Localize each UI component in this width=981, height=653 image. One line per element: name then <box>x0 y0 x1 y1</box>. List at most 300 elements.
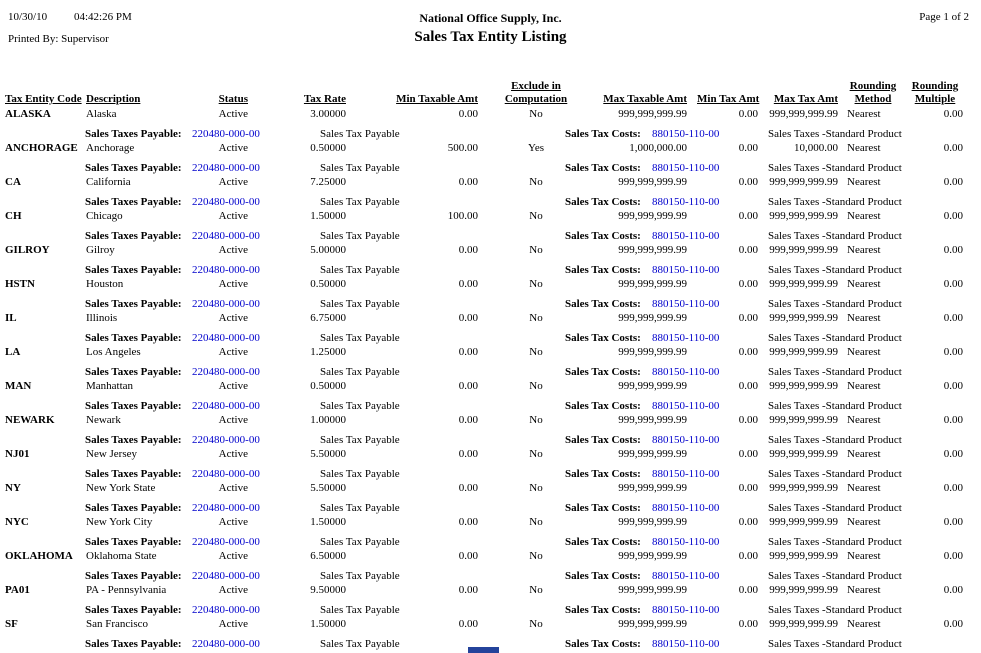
rounding-method: Nearest <box>847 142 881 154</box>
bottom-scrollbar-thumb[interactable] <box>468 647 499 653</box>
entity-code: NY <box>5 482 21 494</box>
sales-taxes-payable-label: Sales Taxes Payable: <box>85 366 182 378</box>
sales-taxes-payable-label: Sales Taxes Payable: <box>85 604 182 616</box>
entity-description: Gilroy <box>86 244 115 256</box>
min-taxable-amt: 0.00 <box>458 346 478 358</box>
entity-code: LA <box>5 346 21 358</box>
tax-entity-block <box>0 277 981 311</box>
entity-status: Active <box>218 618 248 630</box>
entity-description: Illinois <box>86 312 118 324</box>
rounding-method: Nearest <box>847 244 881 256</box>
rounding-method: Nearest <box>847 414 881 426</box>
max-tax-amt: 999,999,999.99 <box>769 108 838 120</box>
min-taxable-amt: 0.00 <box>458 380 478 392</box>
entity-description: Oklahoma State <box>86 550 157 562</box>
payable-account-description: Sales Tax Payable <box>320 196 400 208</box>
tax-rate: 1.50000 <box>310 618 346 630</box>
max-taxable-amt: 999,999,999.99 <box>618 482 687 494</box>
costs-account-link[interactable]: 880150-110-00 <box>652 468 720 480</box>
col-header-exclude-line2: Computation <box>504 93 568 105</box>
min-tax-amt: 0.00 <box>738 550 758 562</box>
entity-description: New York City <box>86 516 153 528</box>
entity-status: Active <box>218 108 248 120</box>
min-tax-amt: 0.00 <box>738 142 758 154</box>
entity-description: Newark <box>86 414 121 426</box>
col-header-description: Description <box>86 93 141 105</box>
payable-account-description: Sales Tax Payable <box>320 332 400 344</box>
min-tax-amt: 0.00 <box>738 380 758 392</box>
max-taxable-amt: 999,999,999.99 <box>618 346 687 358</box>
min-taxable-amt: 0.00 <box>458 108 478 120</box>
entity-code: SF <box>5 618 18 630</box>
exclude-in-computation: No <box>529 618 543 630</box>
tax-entity-block <box>0 379 981 413</box>
rounding-method: Nearest <box>847 346 881 358</box>
sales-taxes-payable-label: Sales Taxes Payable: <box>85 570 182 582</box>
entity-status: Active <box>218 414 248 426</box>
rounding-multiple: 0.00 <box>943 414 963 426</box>
sales-taxes-payable-label: Sales Taxes Payable: <box>85 298 182 310</box>
max-tax-amt: 999,999,999.99 <box>769 380 838 392</box>
max-taxable-amt: 999,999,999.99 <box>618 244 687 256</box>
min-tax-amt: 0.00 <box>738 584 758 596</box>
payable-account-link[interactable]: 220480-000-00 <box>192 196 260 208</box>
entity-description: New Jersey <box>86 448 138 460</box>
col-header-max-taxable-amt: Max Taxable Amt <box>603 93 687 105</box>
col-header-exclude-in-computation <box>492 80 580 106</box>
payable-account-link[interactable]: 220480-000-00 <box>192 332 260 344</box>
exclude-in-computation: No <box>529 176 543 188</box>
payable-account-description: Sales Tax Payable <box>320 230 400 242</box>
col-header-tax-entity-code: Tax Entity Code <box>5 93 82 105</box>
max-tax-amt: 999,999,999.99 <box>769 244 838 256</box>
min-taxable-amt: 0.00 <box>458 278 478 290</box>
col-header-rounding-multiple <box>905 80 965 106</box>
sales-tax-costs-label: Sales Tax Costs: <box>565 638 641 650</box>
min-taxable-amt: 0.00 <box>458 550 478 562</box>
entity-code: PA01 <box>5 584 30 596</box>
rounding-method: Nearest <box>847 516 881 528</box>
payable-account-description: Sales Tax Payable <box>320 298 400 310</box>
max-taxable-amt: 999,999,999.99 <box>618 448 687 460</box>
min-taxable-amt: 0.00 <box>458 516 478 528</box>
entity-description: Los Angeles <box>86 346 141 358</box>
rounding-multiple: 0.00 <box>943 448 963 460</box>
payable-account-link[interactable]: 220480-000-00 <box>192 366 260 378</box>
entity-code: NEWARK <box>5 414 55 426</box>
max-taxable-amt: 999,999,999.99 <box>618 176 687 188</box>
costs-account-link[interactable]: 880150-110-00 <box>652 434 720 446</box>
sales-tax-costs-label: Sales Tax Costs: <box>565 230 641 242</box>
tax-rate: 0.50000 <box>310 142 346 154</box>
costs-account-description: Sales Taxes -Standard Product <box>768 162 902 174</box>
sales-tax-costs-label: Sales Tax Costs: <box>565 366 641 378</box>
col-header-min-taxable-amt: Min Taxable Amt <box>396 93 478 105</box>
min-taxable-amt: 0.00 <box>458 618 478 630</box>
entity-status: Active <box>218 516 248 528</box>
rounding-method: Nearest <box>847 312 881 324</box>
tax-rate: 1.50000 <box>310 210 346 222</box>
tax-rate: 5.50000 <box>310 448 346 460</box>
costs-account-description: Sales Taxes -Standard Product <box>768 196 902 208</box>
min-taxable-amt: 0.00 <box>458 312 478 324</box>
costs-account-description: Sales Taxes -Standard Product <box>768 468 902 480</box>
entity-status: Active <box>218 312 248 324</box>
exclude-in-computation: Yes <box>527 142 544 154</box>
tax-entity-block <box>0 141 981 175</box>
col-header-rounding-method-line2: Method <box>854 93 892 105</box>
max-taxable-amt: 1,000,000.00 <box>629 142 687 154</box>
entity-code: GILROY <box>5 244 50 256</box>
sales-tax-costs-label: Sales Tax Costs: <box>565 604 641 616</box>
col-header-max-tax-amt: Max Tax Amt <box>773 93 838 105</box>
exclude-in-computation: No <box>529 210 543 222</box>
rounding-multiple: 0.00 <box>943 618 963 630</box>
payable-account-description: Sales Tax Payable <box>320 366 400 378</box>
entity-description: Houston <box>86 278 124 290</box>
min-tax-amt: 0.00 <box>738 482 758 494</box>
costs-account-link[interactable]: 880150-110-00 <box>652 366 720 378</box>
min-tax-amt: 0.00 <box>738 176 758 188</box>
rounding-multiple: 0.00 <box>943 584 963 596</box>
max-tax-amt: 10,000.00 <box>794 142 838 154</box>
entity-code: NYC <box>5 516 29 528</box>
entity-description: PA - Pennsylvania <box>86 584 167 596</box>
entity-code: MAN <box>5 380 32 392</box>
rounding-multiple: 0.00 <box>943 108 963 120</box>
col-header-exclude-line1: Exclude in <box>511 80 561 92</box>
sales-taxes-payable-label: Sales Taxes Payable: <box>85 638 182 650</box>
entity-code: CH <box>5 210 22 222</box>
rounding-method: Nearest <box>847 584 881 596</box>
max-tax-amt: 999,999,999.99 <box>769 618 838 630</box>
col-header-rounding-method-line1: Rounding <box>849 80 897 92</box>
printed-by: Printed By: Supervisor <box>8 33 109 45</box>
payable-account-description: Sales Tax Payable <box>320 570 400 582</box>
max-tax-amt: 999,999,999.99 <box>769 414 838 426</box>
tax-rate: 5.50000 <box>310 482 346 494</box>
min-tax-amt: 0.00 <box>738 414 758 426</box>
sales-taxes-payable-label: Sales Taxes Payable: <box>85 162 182 174</box>
payable-account-link[interactable]: 220480-000-00 <box>192 264 260 276</box>
tax-rate: 0.50000 <box>310 380 346 392</box>
tax-rate: 0.50000 <box>310 278 346 290</box>
report-body <box>0 107 981 651</box>
entity-description: New York State <box>86 482 156 494</box>
max-taxable-amt: 999,999,999.99 <box>618 584 687 596</box>
costs-account-description: Sales Taxes -Standard Product <box>768 128 902 140</box>
min-tax-amt: 0.00 <box>738 278 758 290</box>
exclude-in-computation: No <box>529 244 543 256</box>
rounding-method: Nearest <box>847 482 881 494</box>
tax-rate: 9.50000 <box>310 584 346 596</box>
sales-taxes-payable-label: Sales Taxes Payable: <box>85 196 182 208</box>
min-tax-amt: 0.00 <box>738 108 758 120</box>
rounding-multiple: 0.00 <box>943 312 963 324</box>
rounding-method: Nearest <box>847 618 881 630</box>
costs-account-link[interactable]: 880150-110-00 <box>652 638 720 650</box>
payable-account-description: Sales Tax Payable <box>320 400 400 412</box>
costs-account-link[interactable]: 880150-110-00 <box>652 264 720 276</box>
sales-tax-costs-label: Sales Tax Costs: <box>565 570 641 582</box>
min-taxable-amt: 500.00 <box>447 142 478 154</box>
col-header-min-tax-amt: Min Tax Amt <box>697 93 760 105</box>
payable-account-link[interactable]: 220480-000-00 <box>192 298 260 310</box>
tax-entity-block <box>0 583 981 617</box>
costs-account-description: Sales Taxes -Standard Product <box>768 400 902 412</box>
payable-account-link[interactable]: 220480-000-00 <box>192 434 260 446</box>
costs-account-description: Sales Taxes -Standard Product <box>768 332 902 344</box>
rounding-method: Nearest <box>847 210 881 222</box>
entity-status: Active <box>218 244 248 256</box>
min-taxable-amt: 0.00 <box>458 244 478 256</box>
sales-taxes-payable-label: Sales Taxes Payable: <box>85 536 182 548</box>
min-tax-amt: 0.00 <box>738 346 758 358</box>
payable-account-description: Sales Tax Payable <box>320 468 400 480</box>
payable-account-link[interactable]: 220480-000-00 <box>192 128 260 140</box>
costs-account-description: Sales Taxes -Standard Product <box>768 298 902 310</box>
payable-account-description: Sales Tax Payable <box>320 638 400 650</box>
max-tax-amt: 999,999,999.99 <box>769 176 838 188</box>
costs-account-description: Sales Taxes -Standard Product <box>768 434 902 446</box>
entity-description: Manhattan <box>86 380 134 392</box>
entity-status: Active <box>218 346 248 358</box>
payable-account-link[interactable]: 220480-000-00 <box>192 502 260 514</box>
sales-taxes-payable-label: Sales Taxes Payable: <box>85 230 182 242</box>
max-taxable-amt: 999,999,999.99 <box>618 278 687 290</box>
tax-rate: 3.00000 <box>310 108 346 120</box>
exclude-in-computation: No <box>529 414 543 426</box>
costs-account-link[interactable]: 880150-110-00 <box>652 332 720 344</box>
report-time: 04:42:26 PM <box>74 11 132 23</box>
max-taxable-amt: 999,999,999.99 <box>618 108 687 120</box>
max-tax-amt: 999,999,999.99 <box>769 312 838 324</box>
tax-rate: 1.50000 <box>310 516 346 528</box>
tax-entity-block <box>0 481 981 515</box>
entity-code: NJ01 <box>5 448 30 460</box>
tax-entity-block <box>0 413 981 447</box>
exclude-in-computation: No <box>529 448 543 460</box>
sales-tax-costs-label: Sales Tax Costs: <box>565 468 641 480</box>
entity-status: Active <box>218 482 248 494</box>
sales-tax-costs-label: Sales Tax Costs: <box>565 196 641 208</box>
rounding-method: Nearest <box>847 176 881 188</box>
payable-account-link[interactable]: 220480-000-00 <box>192 638 260 650</box>
entity-description: Alaska <box>86 108 117 120</box>
min-taxable-amt: 0.00 <box>458 482 478 494</box>
costs-account-description: Sales Taxes -Standard Product <box>768 604 902 616</box>
min-tax-amt: 0.00 <box>738 618 758 630</box>
tax-rate: 6.75000 <box>310 312 346 324</box>
entity-code: ANCHORAGE <box>5 142 78 154</box>
company-name: National Office Supply, Inc. <box>419 11 562 25</box>
payable-account-link[interactable]: 220480-000-00 <box>192 230 260 242</box>
rounding-multiple: 0.00 <box>943 516 963 528</box>
max-tax-amt: 999,999,999.99 <box>769 278 838 290</box>
costs-account-description: Sales Taxes -Standard Product <box>768 502 902 514</box>
payable-account-link[interactable]: 220480-000-00 <box>192 162 260 174</box>
max-taxable-amt: 999,999,999.99 <box>618 380 687 392</box>
payable-account-description: Sales Tax Payable <box>320 604 400 616</box>
payable-account-description: Sales Tax Payable <box>320 162 400 174</box>
exclude-in-computation: No <box>529 278 543 290</box>
table-header <box>0 80 981 107</box>
entity-status: Active <box>218 380 248 392</box>
sales-tax-costs-label: Sales Tax Costs: <box>565 434 641 446</box>
min-tax-amt: 0.00 <box>738 244 758 256</box>
col-header-rounding-method <box>838 80 908 106</box>
tax-entity-block <box>0 311 981 345</box>
payable-account-description: Sales Tax Payable <box>320 502 400 514</box>
payable-account-link[interactable]: 220480-000-00 <box>192 468 260 480</box>
entity-code: HSTN <box>5 278 35 290</box>
min-tax-amt: 0.00 <box>738 312 758 324</box>
rounding-method: Nearest <box>847 550 881 562</box>
payable-account-description: Sales Tax Payable <box>320 128 400 140</box>
sales-taxes-payable-label: Sales Taxes Payable: <box>85 502 182 514</box>
costs-account-link[interactable]: 880150-110-00 <box>652 298 720 310</box>
tax-rate: 1.00000 <box>310 414 346 426</box>
entity-code: CA <box>5 176 21 188</box>
sales-taxes-payable-label: Sales Taxes Payable: <box>85 128 182 140</box>
costs-account-link[interactable]: 880150-110-00 <box>652 162 720 174</box>
sales-tax-costs-label: Sales Tax Costs: <box>565 128 641 140</box>
entity-code: IL <box>5 312 17 324</box>
exclude-in-computation: No <box>529 516 543 528</box>
entity-status: Active <box>218 278 248 290</box>
costs-account-link[interactable]: 880150-110-00 <box>652 536 720 548</box>
costs-account-link[interactable]: 880150-110-00 <box>652 502 720 514</box>
costs-account-link[interactable]: 880150-110-00 <box>652 604 720 616</box>
tax-entity-block <box>0 209 981 243</box>
max-taxable-amt: 999,999,999.99 <box>618 414 687 426</box>
tax-rate: 7.25000 <box>310 176 346 188</box>
entity-status: Active <box>218 142 248 154</box>
exclude-in-computation: No <box>529 550 543 562</box>
costs-account-description: Sales Taxes -Standard Product <box>768 638 902 650</box>
sales-tax-costs-label: Sales Tax Costs: <box>565 536 641 548</box>
payable-account-link[interactable]: 220480-000-00 <box>192 400 260 412</box>
entity-description: San Francisco <box>86 618 149 630</box>
max-tax-amt: 999,999,999.99 <box>769 346 838 358</box>
max-taxable-amt: 999,999,999.99 <box>618 550 687 562</box>
rounding-multiple: 0.00 <box>943 380 963 392</box>
entity-description: Chicago <box>86 210 123 222</box>
tax-entity-block <box>0 107 981 141</box>
tax-rate: 6.50000 <box>310 550 346 562</box>
sales-taxes-payable-label: Sales Taxes Payable: <box>85 468 182 480</box>
sales-tax-costs-label: Sales Tax Costs: <box>565 400 641 412</box>
costs-account-description: Sales Taxes -Standard Product <box>768 536 902 548</box>
rounding-method: Nearest <box>847 278 881 290</box>
exclude-in-computation: No <box>529 346 543 358</box>
rounding-method: Nearest <box>847 380 881 392</box>
rounding-multiple: 0.00 <box>943 346 963 358</box>
sales-taxes-payable-label: Sales Taxes Payable: <box>85 264 182 276</box>
costs-account-description: Sales Taxes -Standard Product <box>768 264 902 276</box>
report-date: 10/30/10 <box>8 11 48 23</box>
max-tax-amt: 999,999,999.99 <box>769 516 838 528</box>
max-tax-amt: 999,999,999.99 <box>769 550 838 562</box>
payable-account-link[interactable]: 220480-000-00 <box>192 570 260 582</box>
sales-tax-costs-label: Sales Tax Costs: <box>565 298 641 310</box>
col-header-tax-rate: Tax Rate <box>303 93 346 105</box>
payable-account-description: Sales Tax Payable <box>320 536 400 548</box>
costs-account-link[interactable]: 880150-110-00 <box>652 570 720 582</box>
sales-tax-costs-label: Sales Tax Costs: <box>565 502 641 514</box>
min-taxable-amt: 0.00 <box>458 448 478 460</box>
sales-tax-costs-label: Sales Tax Costs: <box>565 264 641 276</box>
tax-entity-block <box>0 447 981 481</box>
col-header-rounding-multiple-line2: Multiple <box>914 93 956 105</box>
tax-rate: 5.00000 <box>310 244 346 256</box>
max-tax-amt: 999,999,999.99 <box>769 210 838 222</box>
entity-status: Active <box>218 584 248 596</box>
rounding-multiple: 0.00 <box>943 244 963 256</box>
entity-code: ALASKA <box>5 108 51 120</box>
min-tax-amt: 0.00 <box>738 516 758 528</box>
entity-status: Active <box>218 448 248 460</box>
payable-account-link[interactable]: 220480-000-00 <box>192 604 260 616</box>
rounding-multiple: 0.00 <box>943 210 963 222</box>
exclude-in-computation: No <box>529 312 543 324</box>
exclude-in-computation: No <box>529 482 543 494</box>
exclude-in-computation: No <box>529 380 543 392</box>
sales-tax-costs-label: Sales Tax Costs: <box>565 332 641 344</box>
max-taxable-amt: 999,999,999.99 <box>618 312 687 324</box>
rounding-method: Nearest <box>847 108 881 120</box>
entity-status: Active <box>218 210 248 222</box>
max-taxable-amt: 999,999,999.99 <box>618 516 687 528</box>
payable-account-link[interactable]: 220480-000-00 <box>192 536 260 548</box>
sales-taxes-payable-label: Sales Taxes Payable: <box>85 434 182 446</box>
min-taxable-amt: 0.00 <box>458 584 478 596</box>
payable-account-description: Sales Tax Payable <box>320 434 400 446</box>
costs-account-link[interactable]: 880150-110-00 <box>652 128 720 140</box>
exclude-in-computation: No <box>529 108 543 120</box>
sales-tax-costs-label: Sales Tax Costs: <box>565 162 641 174</box>
min-taxable-amt: 0.00 <box>458 176 478 188</box>
entity-description: Anchorage <box>86 142 135 154</box>
tax-entity-block <box>0 175 981 209</box>
costs-account-description: Sales Taxes -Standard Product <box>768 570 902 582</box>
costs-account-description: Sales Taxes -Standard Product <box>768 230 902 242</box>
max-tax-amt: 999,999,999.99 <box>769 482 838 494</box>
exclude-in-computation: No <box>529 584 543 596</box>
entity-status: Active <box>218 550 248 562</box>
rounding-multiple: 0.00 <box>943 482 963 494</box>
min-taxable-amt: 0.00 <box>458 414 478 426</box>
costs-account-link[interactable]: 880150-110-00 <box>652 400 720 412</box>
rounding-method: Nearest <box>847 448 881 460</box>
max-taxable-amt: 999,999,999.99 <box>618 618 687 630</box>
costs-account-link[interactable]: 880150-110-00 <box>652 230 720 242</box>
rounding-multiple: 0.00 <box>943 278 963 290</box>
rounding-multiple: 0.00 <box>943 142 963 154</box>
sales-taxes-payable-label: Sales Taxes Payable: <box>85 332 182 344</box>
min-tax-amt: 0.00 <box>738 210 758 222</box>
costs-account-link[interactable]: 880150-110-00 <box>652 196 720 208</box>
page-number: Page 1 of 2 <box>919 11 969 23</box>
col-header-status: Status <box>218 93 248 105</box>
entity-status: Active <box>218 176 248 188</box>
min-taxable-amt: 100.00 <box>447 210 478 222</box>
max-tax-amt: 999,999,999.99 <box>769 448 838 460</box>
col-header-rounding-multiple-line1: Rounding <box>911 80 959 92</box>
rounding-multiple: 0.00 <box>943 176 963 188</box>
min-tax-amt: 0.00 <box>738 448 758 460</box>
tax-entity-block <box>0 549 981 583</box>
